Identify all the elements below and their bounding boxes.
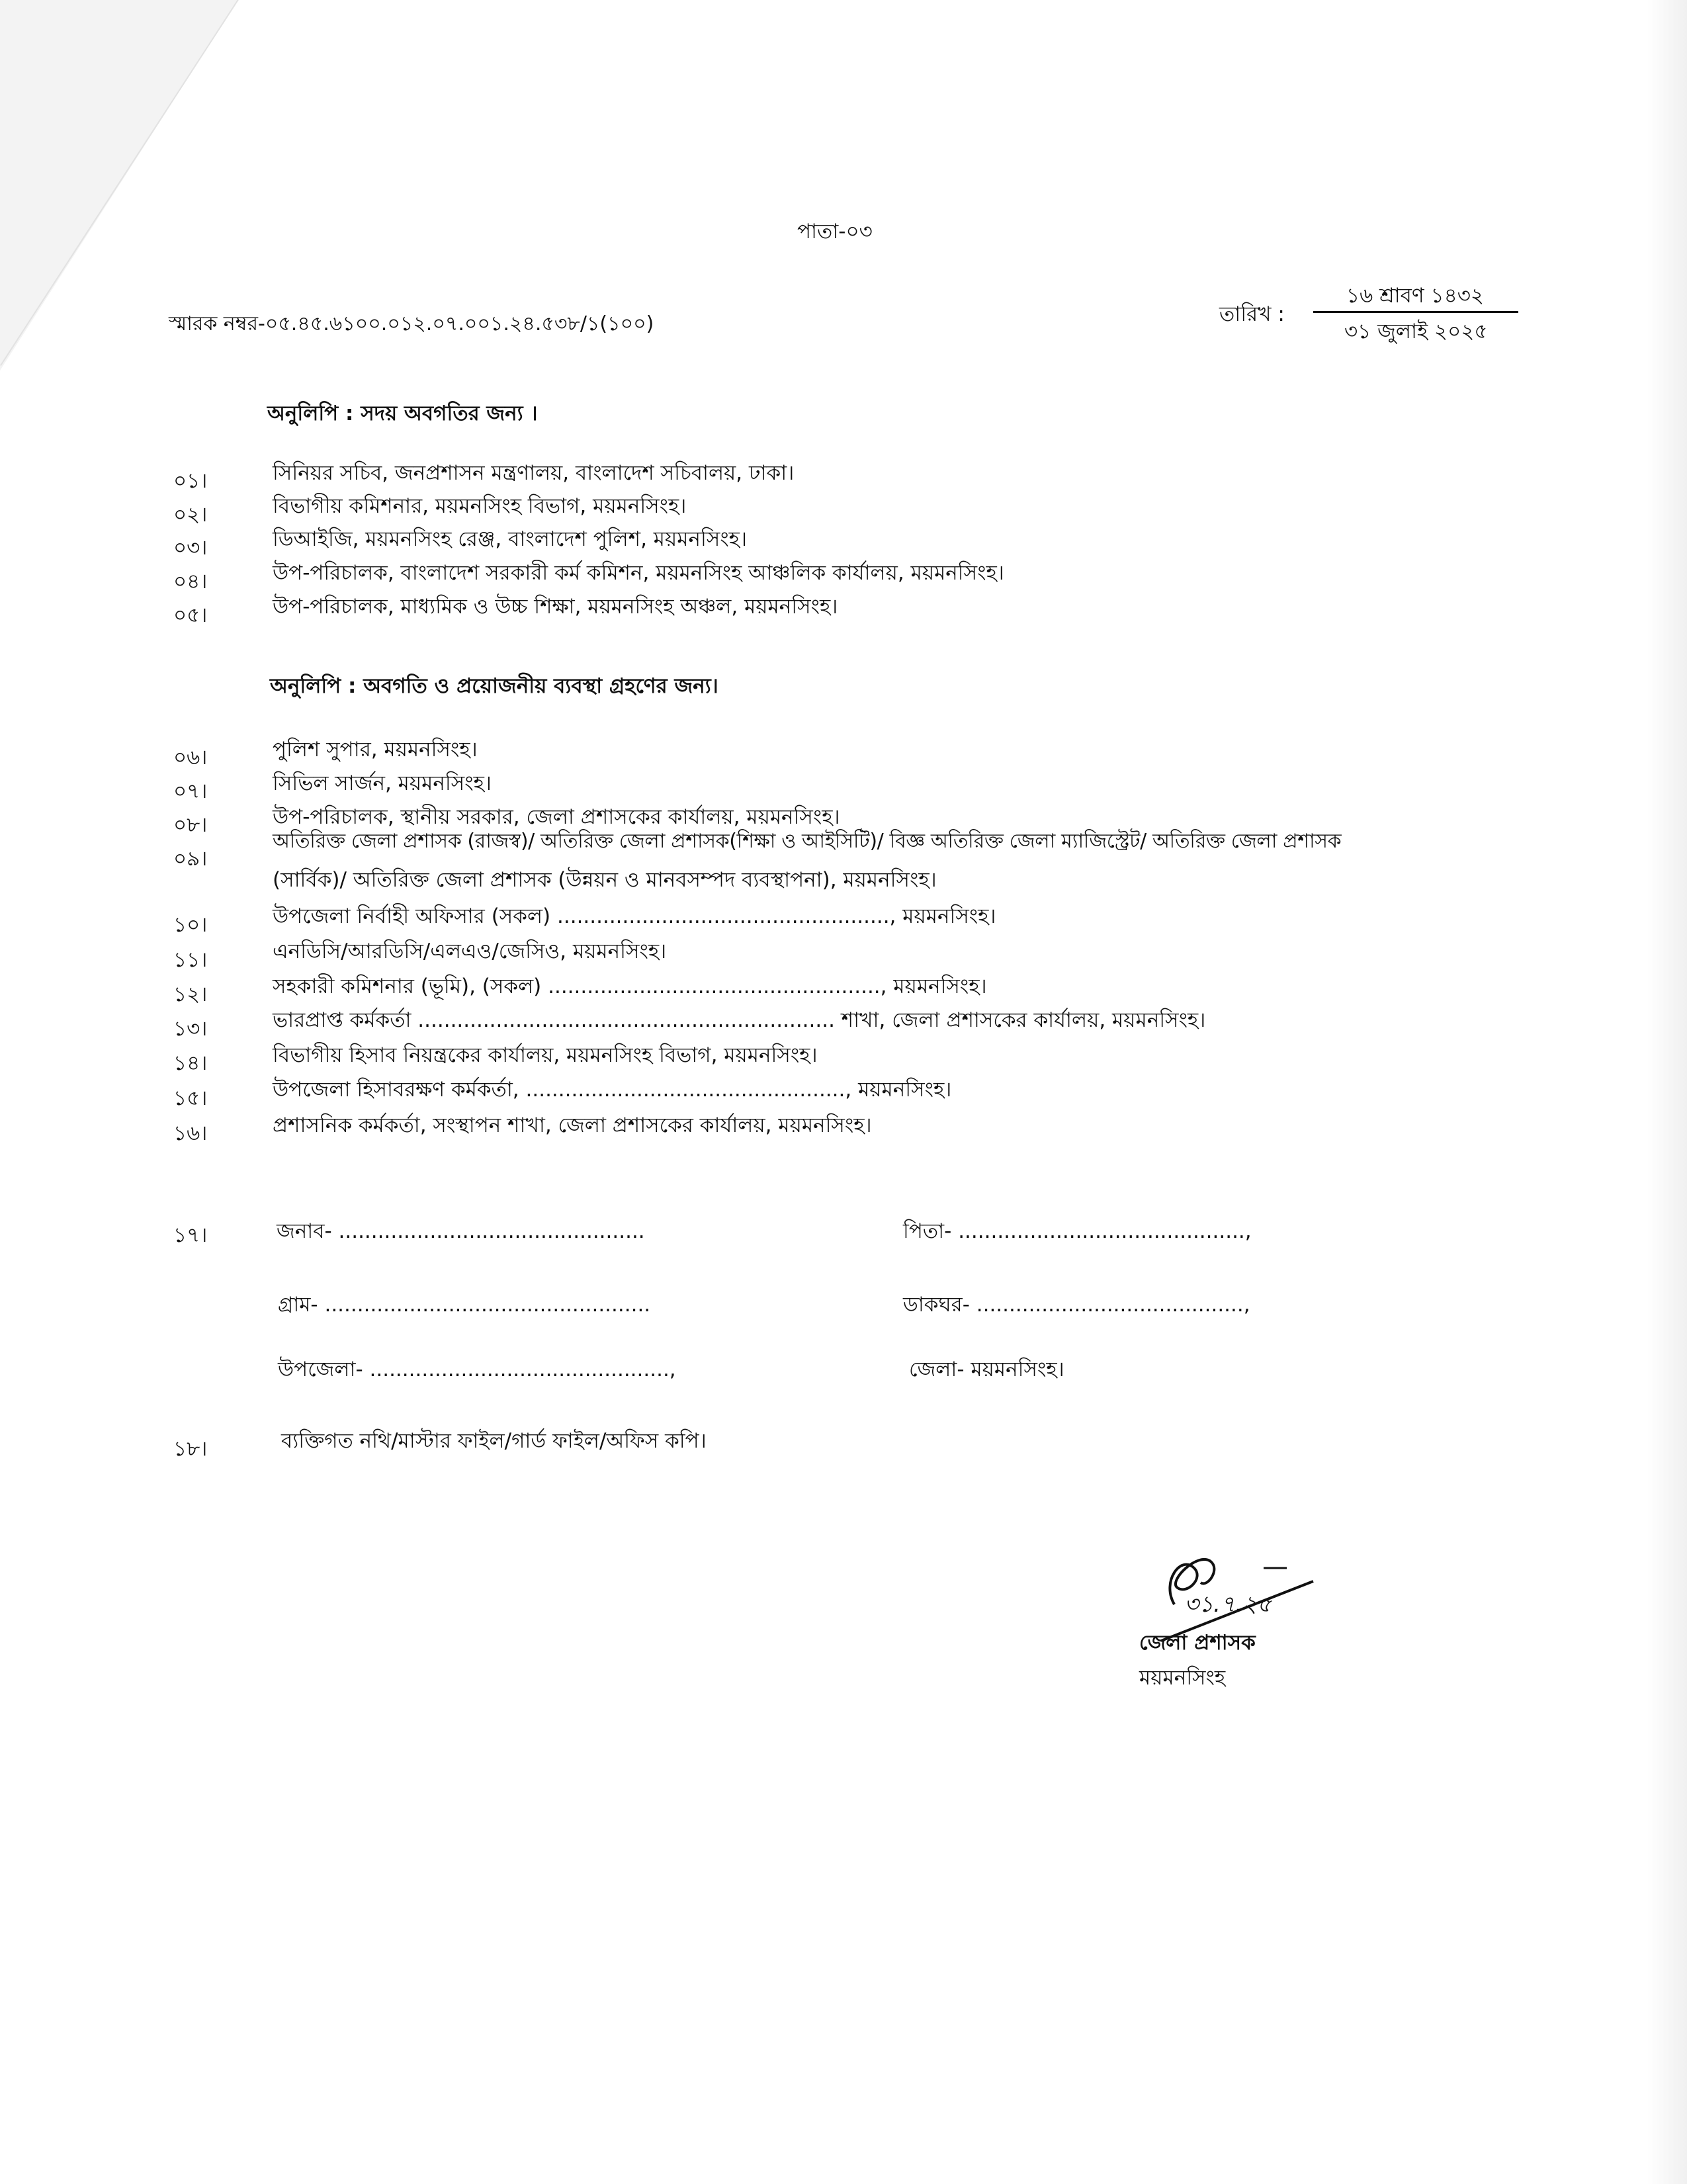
signature-date: ৩১.৭.২৫ — [1184, 1591, 1272, 1618]
list-item-number: ১৬। — [173, 1121, 208, 1145]
list-item-number: ১২। — [173, 983, 208, 1006]
list-item-number: ১৮। — [173, 1437, 208, 1461]
list-item-number: ১০। — [173, 913, 208, 937]
list-item-number: ১৫। — [173, 1086, 208, 1110]
list-item-text: উপ-পরিচালক, স্থানীয় সরকার, জেলা প্রশাসকের কার্যালয়, ময়মনসিংহ। — [273, 805, 840, 829]
list-item-number: ০১। — [173, 469, 208, 493]
list-item-number: ০৬। — [173, 746, 208, 769]
list-item-number: ০৫। — [173, 603, 208, 627]
dakghar-field: ডাকঘর- ........................................., — [903, 1293, 1250, 1317]
gram-field: গ্রাম- .................................................. — [278, 1293, 651, 1317]
list-item-text: অতিরিক্ত জেলা প্রশাসক (রাজস্ব)/ অতিরিক্ত জেলা প্রশাসক(শিক্ষা ও আইসিটি)/ বিজ্ঞ অতিরিক্ত জেলা ম্যাজিস্ট্রেট/ অতিরিক্ত জেলা প্রশাসক — [273, 830, 1342, 853]
list-item-number: ১১। — [173, 948, 208, 972]
pita-field: পিতা- ............................................, — [903, 1219, 1252, 1243]
list-item-text: পুলিশ সুপার, ময়মনসিংহ। — [273, 738, 478, 762]
page-number: পাতা-০৩ — [797, 220, 873, 243]
list-item-number: ০৩। — [173, 536, 208, 560]
list-item-text: ডিআইজি, ময়মনসিংহ রেঞ্জ, বাংলাদেশ পুলিশ, ময়মনসিংহ। — [273, 527, 748, 551]
list-item-number: ১৭। — [173, 1223, 208, 1247]
list-item-text-continued: (সার্বিক)/ অতিরিক্ত জেলা প্রশাসক (উন্নয়ন ও মানবসম্পদ ব্যবস্থাপনা), ময়মনসিংহ। — [273, 868, 937, 892]
memo-label: স্মারক নম্বর- — [169, 312, 265, 335]
date-divider — [1313, 311, 1518, 313]
list-item-number: ০২। — [173, 503, 208, 527]
list-item-number: ০৮। — [173, 813, 208, 837]
list-item-number: ১৩। — [173, 1017, 208, 1041]
list-item-number: ০৭। — [173, 779, 208, 803]
memo-value: ০৫.৪৫.৬১০০.০১২.০৭.০০১.২৪.৫৩৮/১(১০০) — [265, 312, 654, 335]
date-label: তারিখ : — [1219, 302, 1285, 326]
zila-field: জেলা- ময়মনসিংহ। — [909, 1358, 1064, 1381]
list-item-text: ব্যক্তিগত নথি/মাস্টার ফাইল/গার্ড ফাইল/অফিস কপি। — [281, 1429, 707, 1453]
list-item-text: এনডিসি/আরডিসি/এলএও/জেসিও, ময়মনসিংহ। — [273, 939, 667, 963]
janab-field: জনাব- ............................................... — [277, 1219, 645, 1243]
section1-heading: অনুলিপি : সদয় অবগতির জন্য । — [267, 402, 538, 425]
list-item-number: ০৯। — [173, 847, 208, 871]
list-item-text: উপ-পরিচালক, বাংলাদেশ সরকারী কর্ম কমিশন, ময়মনসিংহ আঞ্চলিক কার্যালয়, ময়মনসিংহ। — [273, 561, 1004, 585]
list-item-text: সহকারী কমিশনার (ভূমি), (সকল) ..................................................., ময়মনসিংহ। — [273, 975, 987, 998]
list-item-text: উপ-পরিচালক, মাধ্যমিক ও উচ্চ শিক্ষা, ময়মনসিংহ অঞ্চল, ময়মনসিংহ। — [273, 595, 838, 619]
list-item-text: সিভিল সার্জন, ময়মনসিংহ। — [273, 771, 492, 795]
list-item-text: উপজেলা হিসাবরক্ষণ কর্মকর্তা, ................................................., ময়মনসিংহ। — [273, 1078, 952, 1102]
list-item-number: ০৪। — [173, 570, 208, 593]
section2-heading: অনুলিপি : অবগতি ও প্রয়োজনীয় ব্যবস্থা গ্রহণের জন্য। — [270, 674, 718, 698]
list-item-text: ভারপ্রাপ্ত কর্মকর্তা ................................................................ শাখা, জেলা প্রশাসকের কার্যালয়, ময়মনসিংহ। — [273, 1008, 1206, 1032]
list-item-text: উপজেলা নির্বাহী অফিসার (সকল) ..................................................., ময়মনসিংহ। — [273, 904, 996, 928]
list-item-text: সিনিয়র সচিব, জনপ্রশাসন মন্ত্রণালয়, বাংলাদেশ সচিবালয়, ঢাকা। — [273, 461, 795, 485]
signatory-place: ময়মনসিংহ — [1139, 1666, 1226, 1690]
date-english: ৩১ জুলাই ২০২৫ — [1344, 320, 1488, 343]
memo-number — [169, 314, 654, 334]
upazila-field: উপজেলা- .............................................., — [278, 1358, 676, 1381]
date-bangla: ১৬ শ্রাবণ ১৪৩২ — [1346, 284, 1485, 308]
list-item-text: বিভাগীয় হিসাব নিয়ন্ত্রকের কার্যালয়, ময়মনসিংহ বিভাগ, ময়মনসিংহ। — [273, 1043, 818, 1067]
list-item-text: প্রশাসনিক কর্মকর্তা, সংস্থাপন শাখা, জেলা প্রশাসকের কার্যালয়, ময়মনসিংহ। — [273, 1114, 872, 1137]
list-item-text: বিভাগীয় কমিশনার, ময়মনসিংহ বিভাগ, ময়মনসিংহ। — [273, 494, 687, 518]
list-item-number: ১৪। — [173, 1051, 208, 1075]
signatory-title: জেলা প্রশাসক — [1139, 1631, 1256, 1655]
page-edge-shadow — [1647, 0, 1687, 2184]
